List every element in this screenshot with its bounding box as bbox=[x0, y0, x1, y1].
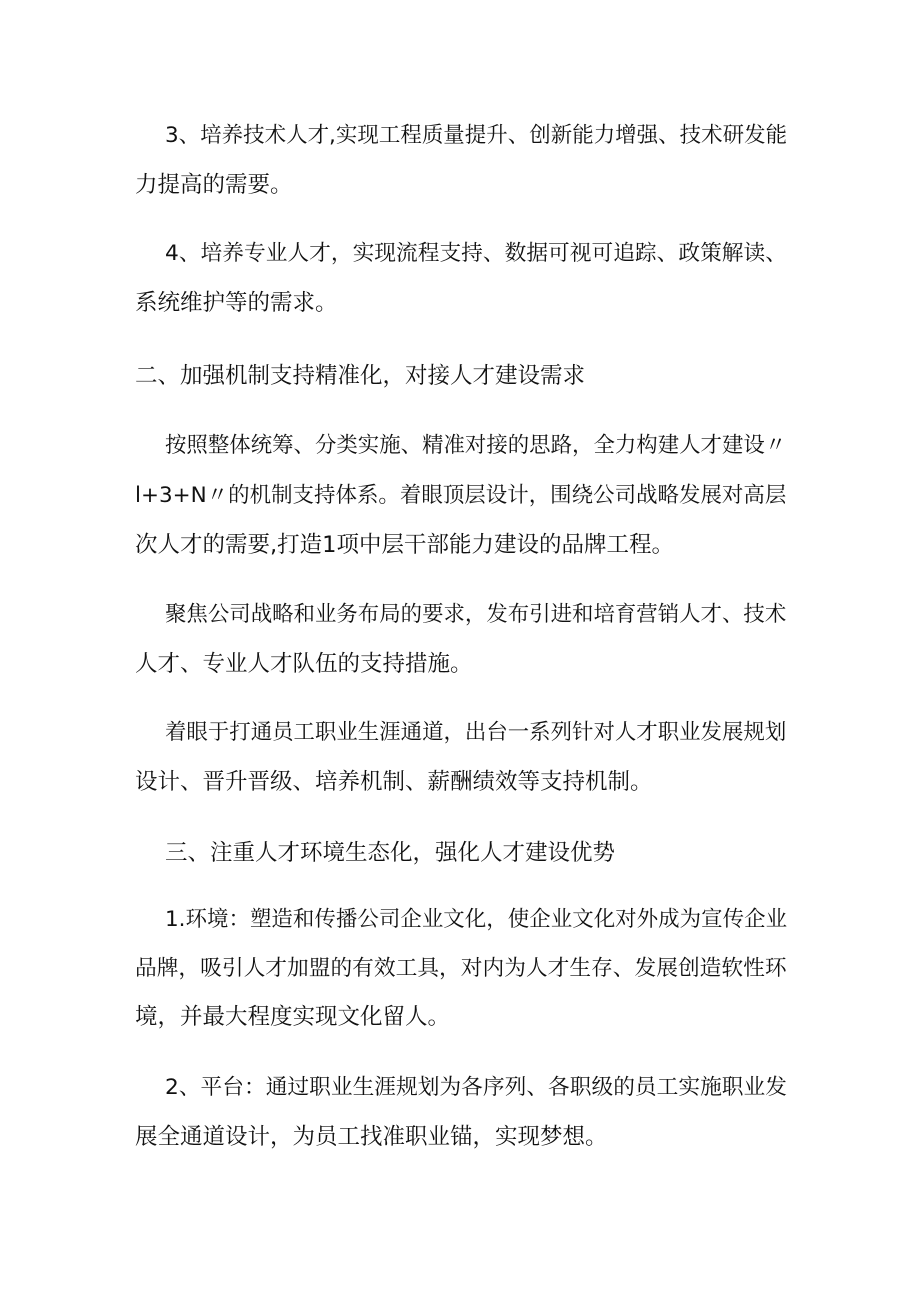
paragraph-line: 按照整体统筹、分类实施、精准对接的思路，全力构建人才建设〃 bbox=[165, 433, 787, 458]
paragraph-line: 2、平台：通过职业生涯规划为各序列、各职级的员工实施职业发 bbox=[165, 1075, 787, 1100]
paragraph-line: 品牌，吸引人才加盟的有效工具，对内为人才生存、发展创造软性环 bbox=[135, 956, 787, 981]
paragraph-line: 人才、专业人才队伍的支持措施。 bbox=[135, 651, 473, 677]
paragraph-line: 着眼于打通员工职业生涯通道，出台一系列针对人才职业发展规划 bbox=[165, 720, 787, 745]
paragraph-line: 4、培养专业人才，实现流程支持、数据可视可追踪、政策解读、 bbox=[165, 241, 787, 266]
paragraph-line: 聚焦公司战略和业务布局的要求，发布引进和培育营销人才、技术 bbox=[165, 602, 787, 627]
paragraph-line: l+3+N〃的机制支持体系。着眼顶层设计，围绕公司战略发展对高层 bbox=[135, 483, 787, 508]
section-heading: 三、注重人才环境生态化，强化人才建设优势 bbox=[165, 840, 616, 866]
paragraph-line: 次人才的需要,打造1项中层干部能力建设的品牌工程。 bbox=[135, 532, 674, 558]
paragraph-line: 设计、晋升晋级、培养机制、薪酬绩效等支持机制。 bbox=[135, 769, 653, 795]
paragraph-line: 3、培养技术人才,实现工程质量提升、创新能力增强、技术研发能 bbox=[165, 123, 788, 148]
paragraph-line: 境，并最大程度实现文化留人。 bbox=[135, 1004, 451, 1030]
paragraph-line: 1.环境：塑造和传播公司企业文化，使企业文化对外成为宣传企业 bbox=[165, 907, 788, 932]
paragraph-line: 展全通道设计，为员工找准职业锚，实现梦想。 bbox=[135, 1124, 608, 1150]
section-heading: 二、加强机制支持精准化，对接人才建设需求 bbox=[135, 363, 586, 389]
paragraph-line: 力提高的需要。 bbox=[135, 172, 293, 198]
paragraph-line: 系统维护等的需求。 bbox=[135, 290, 338, 316]
